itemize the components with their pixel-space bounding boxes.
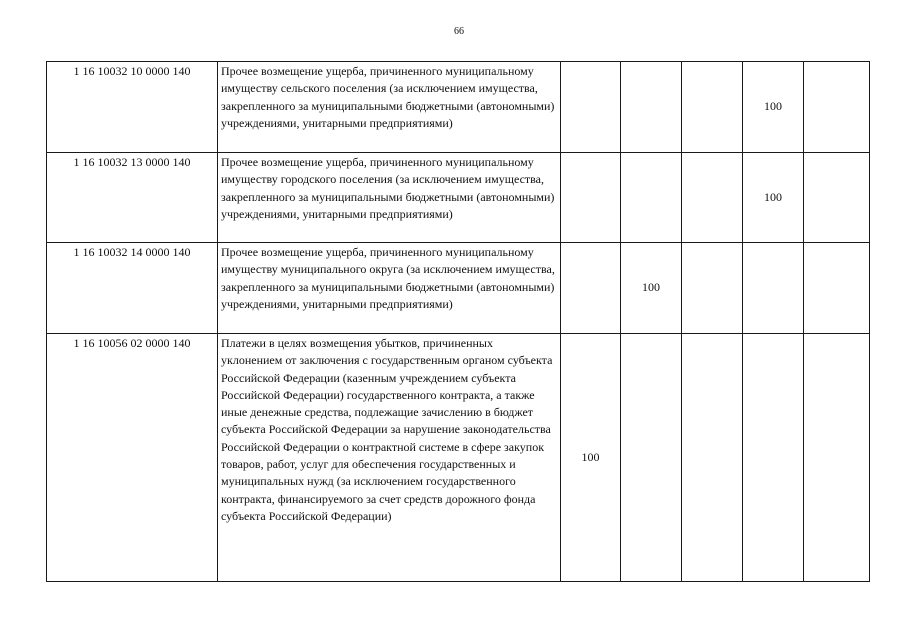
value-cell xyxy=(804,153,870,243)
table-row xyxy=(47,243,870,334)
value-cell: 100 xyxy=(621,243,682,334)
table-row xyxy=(47,334,870,582)
description-cell: Прочее возмещение ущерба, причиненного муниципальному имуществу муниципального округа (за исключением имущества, закрепленного за муниципальными бюджетными (автономными) учреждениями, унитарными предприятиями) xyxy=(218,243,561,334)
value-cell xyxy=(804,62,870,153)
description-cell: Платежи в целях возмещения убытков, причиненных уклонением от заключения с государственным органом субъекта Российской Федерации (казенным учреждением субъекта Российской Федерации) государственного контракта, а также иные денежные средства, подлежащие зачислению в бюджет субъекта Российской Федерации за нарушение законодательства Российской Федерации о контрактной системе в сфере закупок товаров, работ, услуг для обеспечения государственных и муниципальных нужд (за исключением государственного контракта, финансируемого за счет средств дорожного фонда субъекта Российской Федерации) xyxy=(218,334,561,582)
value-cell xyxy=(743,243,804,334)
value-cell xyxy=(682,153,743,243)
value-cell xyxy=(621,153,682,243)
value-cell xyxy=(804,334,870,582)
value-cell: 100 xyxy=(743,153,804,243)
value-cell: 100 xyxy=(561,334,621,582)
value-cell xyxy=(682,243,743,334)
budget-code-cell: 1 16 10056 02 0000 140 xyxy=(47,334,218,582)
value-cell: 100 xyxy=(743,62,804,153)
value-cell xyxy=(561,153,621,243)
revenue-table xyxy=(46,61,870,582)
value-cell xyxy=(743,334,804,582)
budget-code-cell: 1 16 10032 14 0000 140 xyxy=(47,243,218,334)
value-cell xyxy=(621,62,682,153)
table-row xyxy=(47,62,870,153)
budget-code-cell: 1 16 10032 10 0000 140 xyxy=(47,62,218,153)
value-cell xyxy=(561,62,621,153)
page-number: 66 xyxy=(454,26,464,37)
value-cell xyxy=(561,243,621,334)
description-cell: Прочее возмещение ущерба, причиненного муниципальному имуществу сельского поселения (за исключением имущества, закрепленного за муниципальными бюджетными (автономными) учреждениями, унитарными предприятиями) xyxy=(218,62,561,153)
description-cell: Прочее возмещение ущерба, причиненного муниципальному имуществу городского поселения (за исключением имущества, закрепленного за муниципальными бюджетными (автономными) учреждениями, унитарными предприятиями) xyxy=(218,153,561,243)
value-cell xyxy=(621,334,682,582)
table-row xyxy=(47,153,870,243)
value-cell xyxy=(682,62,743,153)
budget-code-cell: 1 16 10032 13 0000 140 xyxy=(47,153,218,243)
value-cell xyxy=(804,243,870,334)
value-cell xyxy=(682,334,743,582)
